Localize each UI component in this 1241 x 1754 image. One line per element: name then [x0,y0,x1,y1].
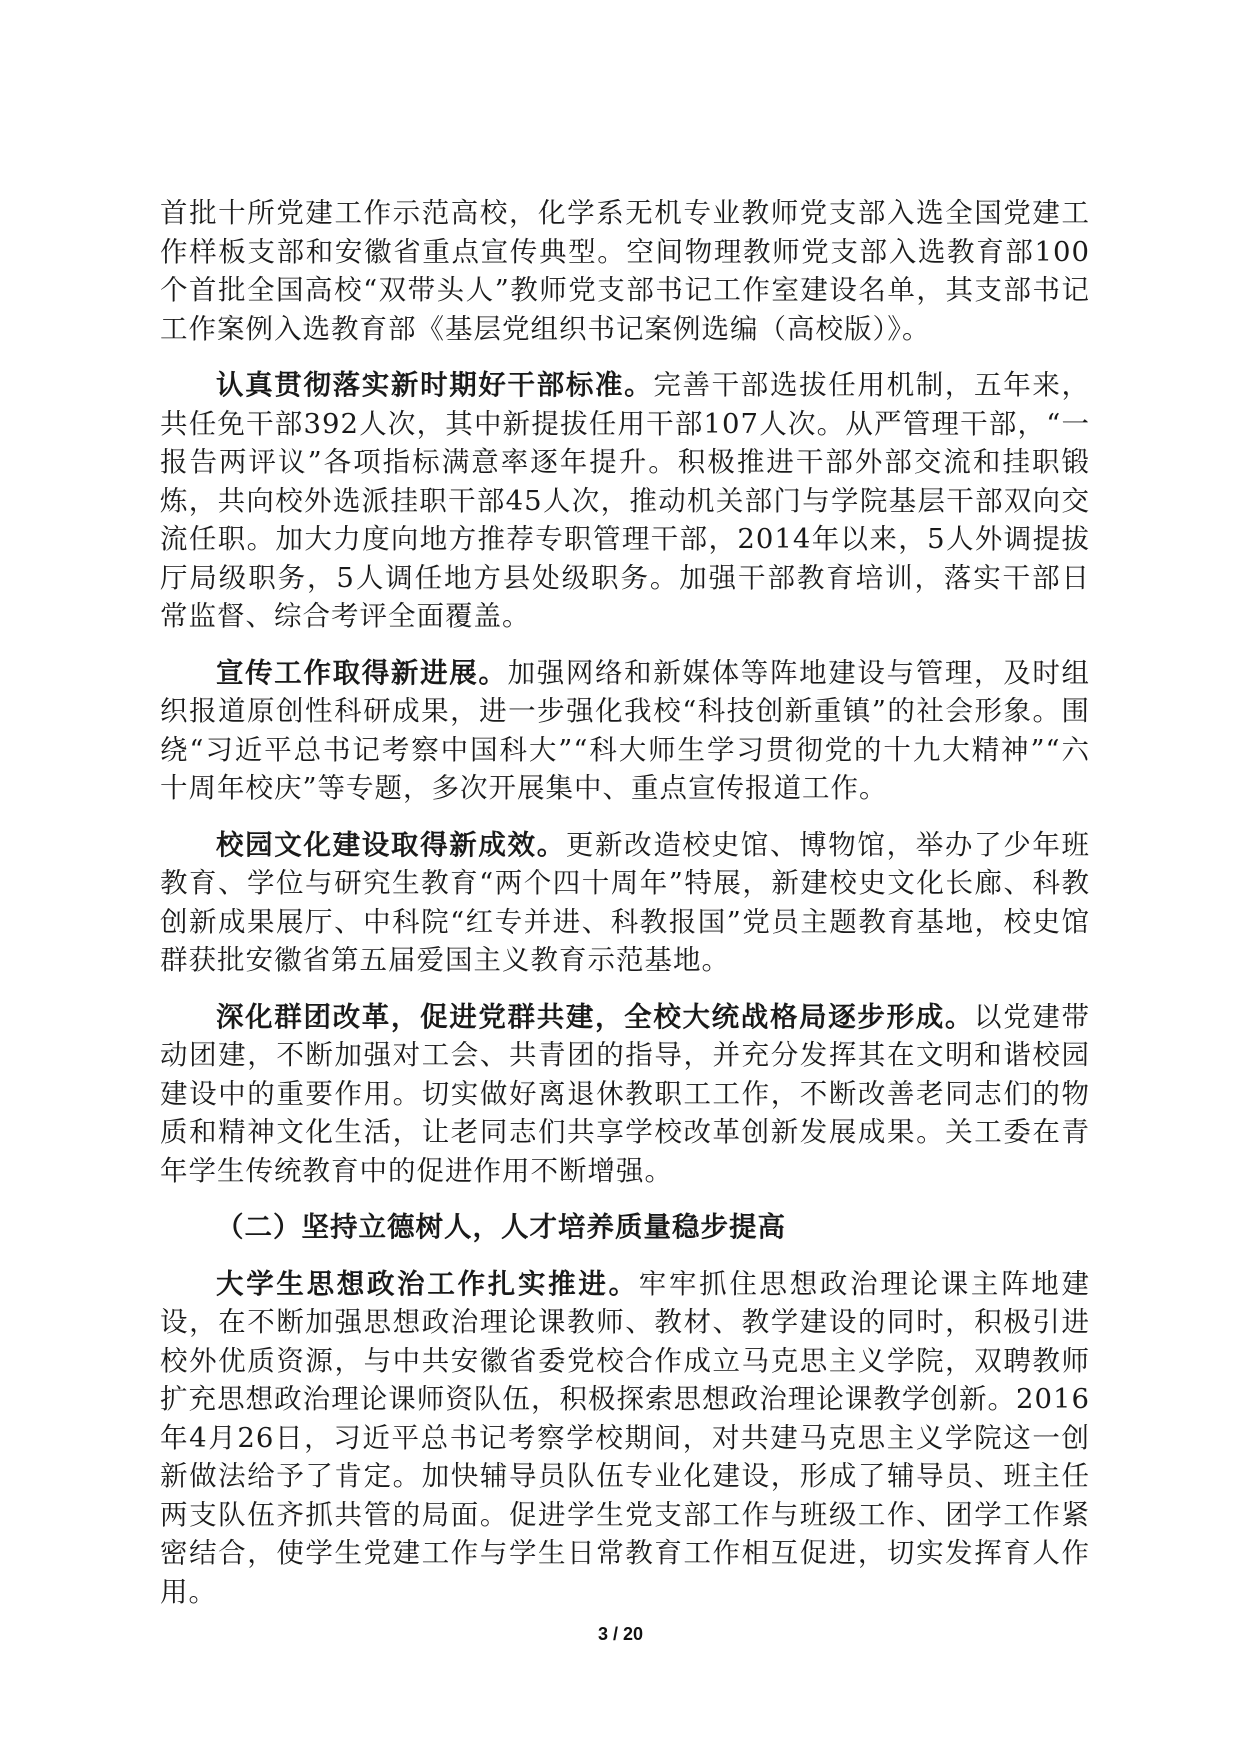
paragraph-lead: 校园文化建设取得新成效。 [216,828,566,861]
paragraph-cadre-standards [160,366,1090,636]
paragraph-mass-organizations [160,998,1090,1191]
document-body [160,194,1090,1611]
page-number: 3 / 20 [597,1624,644,1644]
section-heading: （二）坚持立德树人，人才培养质量稳步提高 [216,1211,786,1243]
paragraph-text: 完善干部选拔任用机制，五年来，共任免干部392人次，其中新提拔任用干部107人次。从严管理干部，“一报告两评议”各项指标满意率逐年提升。积极推进干部外部交流和挂职锻炼，共向校外选派挂职干部45人次，推动机关部门与学院基层干部双向交流任职。加大力度向地方推荐专职管理干部，2014年以来，5人外调提拔厅局级职务，5人调任地方县处级职务。加强干部教育培训，落实干部日常监督、综合考评全面覆盖。 [160,369,1090,632]
paragraph-lead: 深化群团改革，促进党群共建，全校大统战格局逐步形成。 [216,1000,975,1033]
paragraph-lead: 认真贯彻落实新时期好干部标准。 [216,369,654,401]
paragraph-publicity [160,654,1090,808]
paragraph-text: 牢牢抓住思想政治理论课主阵地建设，在不断加强思想政治理论课教师、教材、教学建设的同时，积极引进校外优质资源，与中共安徽省委党校合作成立马克思主义学院，双聘教师扩充思想政治理论课师资队伍，积极探索思想政治理论课教学创新。2016年4月26日，习近平总书记考察学校期间，对共建马克思主义学院这一创新做法给予了肯定。加快辅导员队伍专业化建设，形成了辅导员、班主任两支队伍齐抓共管的局面。促进学生党支部工作与班级工作、团学工作紧密结合，使学生党建工作与学生日常教育工作相互促进，切实发挥育人作用。 [160,1267,1090,1608]
paragraph-lead: 宣传工作取得新进展。 [216,656,508,689]
paragraph-lead: 大学生思想政治工作扎实推进。 [216,1267,639,1300]
paragraph-text: 首批十所党建工作示范高校，化学系无机专业教师党支部入选全国党建工作样板支部和安徽省重点宣传典型。空间物理教师党支部入选教育部100个首批全国高校“双带头人”教师党支部书记工作室建设名单，其支部书记工作案例入选教育部《基层党组织书记案例选编（高校版）》。 [160,197,1090,345]
paragraph-text: 更新改造校史馆、博物馆，举办了少年班教育、学位与研究生教育“两个四十周年”特展，新建校史文化长廊、科教创新成果展厅、中科院“红专并进、科教报国”党员主题教育基地，校史馆群获批安徽省第五届爱国主义教育示范基地。 [160,828,1091,976]
paragraph-ideological-work [160,1265,1090,1612]
paragraph-text: 以党建带动团建，不断加强对工会、共青团的指导，并充分发挥其在文明和谐校园建设中的重要作用。切实做好离退休教职工工作，不断改善老同志们的物质和精神文化生活，让老同志们共享学校改革创新发展成果。关工委在青年学生传统教育中的促进作用不断增强。 [160,1000,1091,1187]
paragraph-campus-culture [160,826,1090,980]
paragraph-text: 加强网络和新媒体等阵地建设与管理，及时组织报道原创性科研成果，进一步强化我校“科技创新重镇”的社会形象。围绕“习近平总书记考察中国科大”“科大师生学习贯彻党的十九大精神”“六十周年校庆”等专题，多次开展集中、重点宣传报道工作。 [160,656,1091,804]
paragraph-continued [160,194,1090,348]
